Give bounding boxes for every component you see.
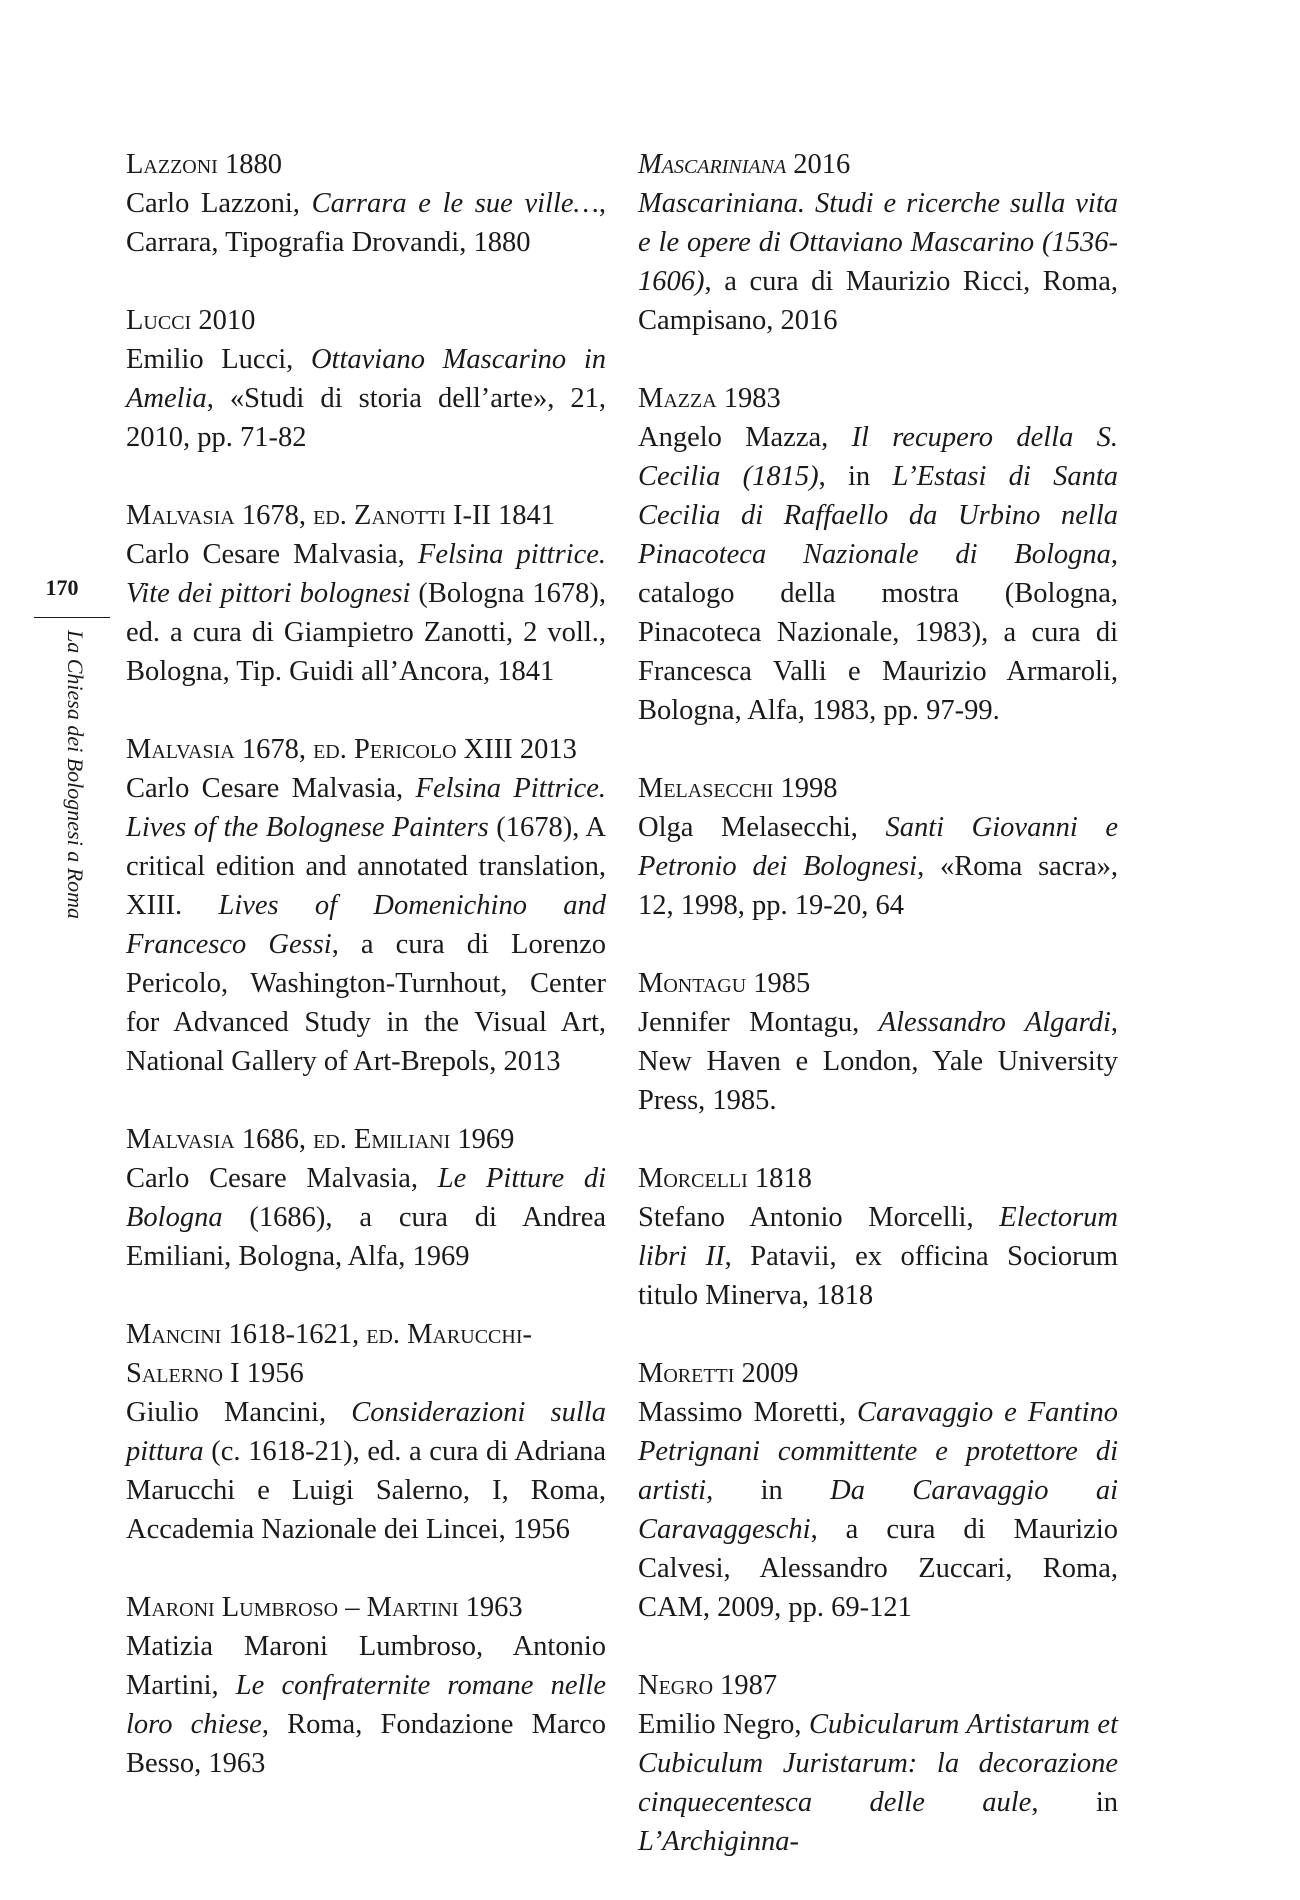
bibliography-entry [638,1354,1118,1627]
small-caps-text: Malvasia 1686 [126,1124,299,1155]
italic-text: L’Archiginna- [638,1826,799,1857]
text-segment: Giulio Mancini, [126,1397,352,1428]
citation-key [638,964,1118,1003]
citation-key [126,1120,606,1159]
citation-reference [638,1003,1118,1120]
small-caps-text: Malvasia 1678 [126,500,299,531]
text-segment: Matizia Maroni Lumbroso, Antonio Martini, [126,1631,606,1701]
text-segment: , catalogo della mostra (Bologna, Pinacoteca Nazionale, 1983), a cura di Francesca Valli e Maurizio Armaroli, Bologna, Alfa, 1983, pp. 97-99. [638,539,1118,726]
citation-key [638,769,1118,808]
citation-reference [638,418,1118,730]
text-segment: Angelo Mazza, [638,422,852,453]
citation-reference [126,184,606,262]
italic-text: Cubicularum Artistarum et Cubiculum Juristarum: la decorazione cinquecentesca delle aule [638,1709,1118,1818]
small-caps-text: Mancini 1618-1621 [126,1319,352,1350]
citation-reference [638,1705,1118,1861]
text-segment: , in [1031,1787,1118,1818]
italic-text: Da Caravaggio ai Caravaggeschi [638,1475,1119,1545]
small-caps-text: Mazza 1983 [638,383,781,414]
bibliography-entry [126,1315,606,1549]
text-segment: Carlo Cesare Malvasia, [126,1163,438,1194]
text-segment: , a cura di Lorenzo Pericolo, Washington-Turnhout, Center for Advanced Study in the Visual Art, National Gallery of Art-Brepols, 2013 [126,929,607,1077]
text-segment: , «Roma sacra», 12, 1998, pp. 19-20, 64 [638,851,1118,921]
citation-reference [638,184,1118,340]
italic-text: Santi Giovanni e Petronio dei Bolognesi [638,812,1118,882]
text-segment: , Carrara, Tipografia Drovandi, 1880 [126,188,606,258]
bibliography-entry [126,1588,606,1783]
italic-text: Electorum libri II [638,1202,1118,1272]
italic-text: Lives of Domenichino and Francesco Gessi [126,890,606,960]
citation-reference [638,808,1118,925]
small-caps-text: Lucci 2010 [126,305,256,336]
citation-reference [126,1627,606,1783]
italic-text: L’Estasi di Santa Cecilia di Raffaello da Urbino nella Pinacoteca Nazionale di Bologna [638,461,1119,570]
italic-text: Alessandro Algardi [878,1007,1111,1038]
text-segment: in [713,1475,831,1506]
text-segment: Carlo Lazzoni, [126,188,312,219]
italic-text: Il recupero della S. Cecilia (1815) [638,422,1118,492]
running-title: La Chiesa dei Bolognesi a Roma [63,630,88,920]
citation-key [126,301,606,340]
italic-text: Caravaggio e Fantino Petrignani committente e protettore di artisti, [638,1397,1118,1506]
bibliography-entry [638,1666,1118,1861]
citation-reference [126,535,606,691]
small-caps-text: Pericolo XIII 2013 [354,734,577,765]
text-segment: Carlo Cesare Malvasia, [126,539,418,570]
small-caps-text: Zanotti I-II 1841 [354,500,556,531]
italic-text: Le confraternite romane nelle loro chiese [126,1670,606,1740]
citation-key [126,496,606,535]
small-caps-text: Lazzoni 1880 [126,149,282,180]
text-segment: , ed. [298,500,354,531]
text-segment: , ed. [298,1124,354,1155]
italic-text: Felsina pittrice. Vite dei pittori bolognesi [126,539,606,609]
citation-key [638,1666,1118,1705]
text-segment: , ed. [298,734,354,765]
text-segment: Massimo Moretti, [638,1397,858,1428]
citation-key [638,1159,1118,1198]
bibliography-column-right [638,145,1118,1900]
bibliography-entry [126,730,606,1081]
text-segment: , Roma, Fondazione Marco Besso, 1963 [126,1709,606,1779]
bibliography-column-left [126,145,606,1822]
small-caps-text: Negro 1987 [638,1670,778,1701]
citation-key [126,1588,606,1627]
small-caps-text: Moretti 2009 [638,1358,799,1389]
bibliography-entry [638,379,1118,730]
small-caps-text: Emiliani 1969 [354,1124,515,1155]
italic-text: Carrara e le sue ville… [311,188,599,219]
small-caps-text: Morcelli 1818 [638,1163,812,1194]
margin-rule [34,617,110,618]
citation-key [638,1354,1118,1393]
citation-key [126,145,606,184]
citation-reference [638,1393,1118,1627]
citation-key [638,145,1118,184]
citation-reference [126,769,606,1081]
text-segment: 2016 [786,149,851,180]
text-segment: , «Studi di storia dell’arte», 21, 2010, pp. 71-82 [126,383,606,453]
bibliography-entry [638,769,1118,925]
citation-reference [126,340,606,457]
italic-text: Mascariniana. Studi e ricerche sulla vita e le opere di Ottaviano Mascarino (1536-1606) [638,188,1118,297]
italic-text: Considerazioni sulla pittura [126,1397,606,1467]
small-caps-text: Montagu 1985 [638,968,811,999]
small-caps-text: Malvasia 1678 [126,734,299,765]
italic-text: Felsina Pittrice. Lives of the Bolognese Painters [126,773,606,843]
text-segment: , New Haven e London, Yale University Press, 1985. [638,1007,1118,1116]
small-caps-text: Marucchi-Salerno I 1956 [126,1319,532,1389]
small-caps-text: Melasecchi 1998 [638,773,838,804]
bibliography-entry [126,496,606,691]
small-caps-text: Maroni Lumbroso – Martini 1963 [126,1592,523,1623]
bibliography-entry [638,1159,1118,1315]
citation-key [638,379,1118,418]
text-segment: , in [818,461,893,492]
italic-text: Le Pitture di Bologna [126,1163,607,1233]
text-segment: Stefano Antonio Morcelli, [638,1202,1000,1233]
citation-key [126,1315,606,1393]
text-segment: , a cura di Maurizio Calvesi, Alessandro Zuccari, Roma, CAM, 2009, pp. 69-121 [638,1514,1118,1623]
citation-reference [638,1198,1118,1315]
text-segment: Emilio Negro, [638,1709,809,1740]
italic-text: Ottaviano Mascarino in Amelia [126,344,606,414]
citation-key [126,730,606,769]
bibliography-entry [638,145,1118,340]
bibliography-entry [126,145,606,262]
citation-reference [126,1393,606,1549]
text-segment: Olga Melasecchi, [638,812,886,843]
bibliography-entry [126,1120,606,1276]
text-segment: (Bologna 1678), ed. a cura di Giampietro Zanotti, 2 voll., Bologna, Tip. Guidi all’Ancora, 1841 [126,578,606,687]
text-segment: Jennifer Montagu, [638,1007,879,1038]
bibliography-entry [638,964,1118,1120]
text-segment: (c. 1618-21), ed. a cura di Adriana Marucchi e Luigi Salerno, I, Roma, Accademia Nazionale dei Lincei, 1956 [126,1436,606,1545]
text-segment: , Patavii, ex officina Sociorum titulo Minerva, 1818 [638,1241,1119,1311]
bibliography-entry [126,301,606,457]
citation-reference [126,1159,606,1276]
text-segment: (1686), a cura di Andrea Emiliani, Bologna, Alfa, 1969 [126,1202,606,1272]
text-segment: , ed. [351,1319,408,1350]
text-segment: , a cura di Maurizio Ricci, Roma, Campisano, 2016 [638,266,1118,336]
page-number: 170 [45,575,79,600]
text-segment: Carlo Cesare Malvasia, [126,773,416,804]
text-segment: Emilio Lucci, [126,344,311,375]
italic-text: Mascariniana [638,149,787,180]
text-segment: (1678), A critical edition and annotated translation, XIII. [126,812,606,921]
